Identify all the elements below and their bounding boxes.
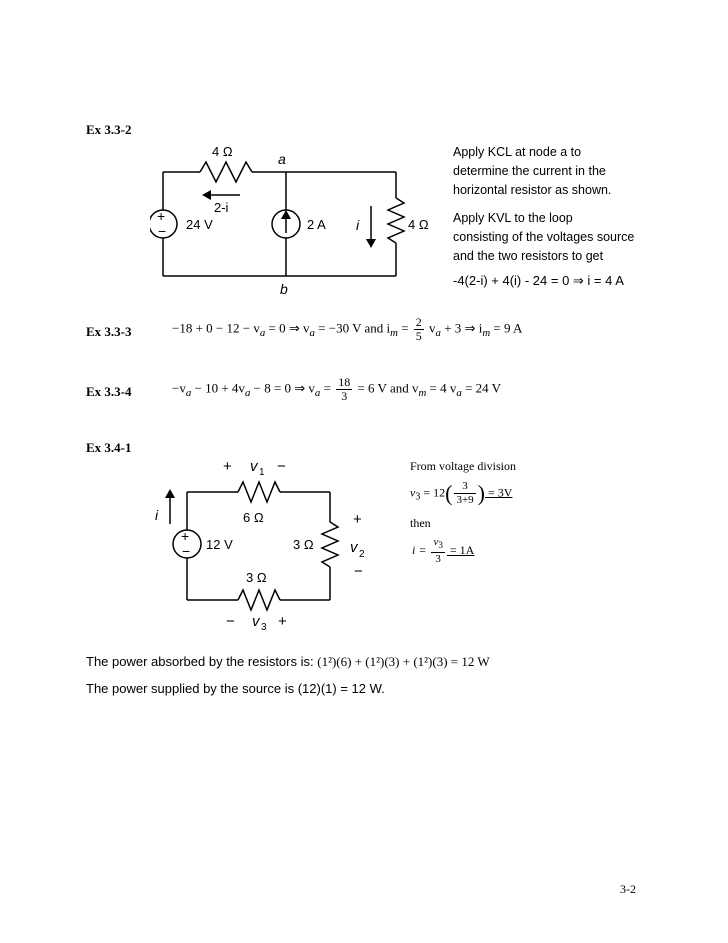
voltage-division-equation: $v_3 = 12$( $\frac{3}{3+9}$ ) = 3V [410, 480, 513, 506]
frac-den: 5 [415, 329, 422, 343]
eq-part: = −30 V and i [314, 320, 391, 336]
v3-label: v [252, 613, 260, 630]
eq-part: = 1A [446, 542, 475, 557]
power-absorbed-line [86, 654, 490, 670]
ex-3-3-3-label: Ex 3.3-3 [86, 324, 132, 339]
v2-minus: − [354, 563, 363, 580]
frac-den: 3 [435, 553, 441, 566]
eq-sub: a [309, 327, 315, 340]
eq-part: + 3 ⇒ i [440, 320, 483, 336]
eq-part: v [425, 320, 436, 336]
eq-part: = [397, 320, 412, 336]
frac-den: 3+9 [456, 494, 474, 506]
eq-sub: a [435, 327, 441, 340]
kvl-line-1: Apply KVL to the loop [453, 211, 573, 225]
circuit-ex-3-4-1 [150, 452, 385, 632]
eq-sub: a [185, 387, 192, 400]
v1-sub: 1 [259, 467, 265, 478]
ex-3-4-1-label: Ex 3.4-1 [86, 440, 132, 455]
isrc-value: 2 A [307, 217, 326, 232]
r2-value: 4 Ω [408, 217, 429, 232]
fraction [414, 316, 424, 343]
vsrc-plus: + [181, 528, 190, 544]
voltage-division-title: From voltage division [410, 459, 516, 473]
eq-part: = 9 A [490, 320, 523, 336]
eq-sub: m [418, 387, 427, 400]
frac-num [431, 536, 444, 553]
r1-value: 4 Ω [212, 144, 233, 159]
eq-sub: a [259, 327, 266, 340]
eq-part: = 4 v [426, 380, 457, 396]
frac-num: 3 [454, 480, 475, 494]
v1-plus: + [223, 458, 232, 475]
ex-3-3-2-label: Ex 3.3-2 [86, 122, 132, 137]
fraction [431, 536, 444, 566]
r-bottom-value: 3 Ω [246, 570, 267, 585]
vsrc-value: 24 V [186, 217, 213, 232]
power-supplied-line: The power supplied by the source is (12)(1) = 12 W. [86, 681, 385, 696]
r-right-value: 3 Ω [293, 537, 314, 552]
eq-part: = 0 ⇒ v [265, 320, 310, 336]
ex-3-3-4-equation [172, 376, 501, 403]
frac-num: 2 [415, 315, 422, 329]
vsrc-minus: − [158, 223, 167, 239]
page-number: 3-2 [620, 882, 636, 896]
v3-plus: + [278, 613, 287, 630]
eq-sub: a [314, 387, 321, 400]
ex-3-3-4-label: Ex 3.3-4 [86, 384, 132, 399]
vsrc-plus: + [157, 208, 166, 224]
node-b: b [280, 281, 288, 297]
v2-sub: 2 [359, 549, 365, 560]
kvl-text [453, 209, 634, 266]
vsrc-value: 12 V [206, 537, 233, 552]
eq-sub: m [482, 327, 491, 340]
power-absorbed-equation: (1²)(6) + (1²)(3) + (1²)(3) = 12 W [317, 654, 490, 669]
eq-part: −v [172, 380, 186, 396]
eq-part: − 10 + 4v [191, 380, 245, 396]
eq-sub: a [244, 387, 251, 400]
v2-label: v [350, 539, 358, 556]
eq-sub: 3 [415, 491, 421, 503]
v3-sub: 3 [261, 622, 267, 632]
kvl-line-2: consisting of the voltages source [453, 230, 635, 244]
eq-part: −18 + 0 − 12 − v [172, 320, 260, 336]
i-label: i [155, 507, 159, 523]
circuit-ex-3-3-2 [150, 140, 440, 300]
eq-part: v [433, 536, 439, 548]
fraction [336, 376, 352, 403]
kvl-line-3: and the two resistors to get [453, 249, 604, 263]
frac-den: 3 [341, 389, 348, 403]
v1-minus: − [277, 458, 286, 475]
v3-minus: − [226, 613, 235, 630]
eq-part: v [410, 485, 416, 500]
eq-sub: a [456, 387, 462, 400]
ex-3-3-3-equation [172, 316, 522, 343]
kcl-line-3: horizontal resistor as shown. [453, 183, 612, 197]
eq-part: = 6 V and v [354, 380, 419, 396]
current-2-i: 2-i [214, 200, 229, 215]
node-a: a [278, 151, 286, 167]
eq-part: = 24 V [461, 380, 502, 396]
eq-part: − 8 = 0 ⇒ v [250, 380, 315, 396]
fraction [454, 480, 475, 507]
r-top-value: 6 Ω [243, 510, 264, 525]
vsrc-minus: − [182, 543, 191, 559]
eq-part: = 3V [484, 485, 513, 500]
current-equation [412, 536, 474, 566]
frac-num: 18 [338, 375, 351, 389]
then-text: then [410, 516, 431, 530]
kvl-equation: -4(2-i) + 4(i) - 24 = 0 ⇒ i = 4 A [453, 273, 624, 288]
eq-part: = [320, 380, 335, 396]
kcl-line-2: determine the current in the [453, 164, 606, 178]
v1-label: v [250, 458, 258, 475]
kcl-line-1: Apply KCL at node a to [453, 145, 582, 159]
eq-sub: 3 [438, 540, 443, 551]
power-absorbed-text: The power absorbed by the resistors is: [86, 654, 318, 669]
kcl-text [453, 143, 611, 200]
v2-plus: + [353, 511, 362, 528]
i-label: i [356, 217, 360, 233]
eq-sub: m [390, 327, 398, 340]
eq-part: i = [412, 542, 430, 557]
eq-part: = 12 [420, 485, 446, 500]
